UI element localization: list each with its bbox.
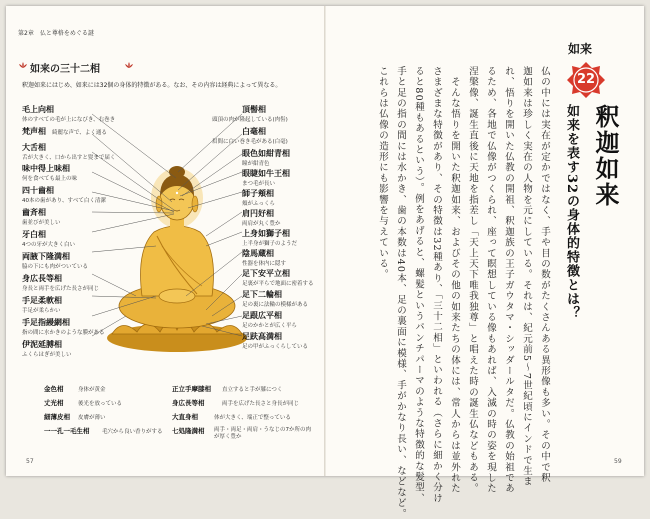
- feature-label: 足下安平立相: [242, 269, 290, 278]
- feature-desc: 身長と両手を広げた長さが同じ: [22, 286, 100, 292]
- feature-desc: 両手を広げた長さと身長が同じ: [222, 401, 300, 407]
- feature-desc: 両肩が丸く豊か: [242, 221, 281, 227]
- feature-desc: 指の間に水かきのような膜がある: [22, 330, 105, 336]
- feature-label: 足趺高満相: [242, 332, 282, 341]
- intro-text: 釈迦如来にはじめ、如来には32個の身体的特徴がある。なお、その内容は経典によって異なる。: [22, 82, 282, 89]
- feature-label: 大直身相: [172, 413, 198, 421]
- feature-label: 牙白相: [22, 230, 46, 239]
- page-number: 57: [26, 458, 34, 465]
- feature-label: 四十齒相: [22, 186, 54, 195]
- feature-label: 毛上向相: [22, 105, 54, 114]
- feature-label: 身広長等相: [22, 274, 62, 283]
- feature-label: 七処隆満相: [172, 427, 205, 435]
- feature-desc: 舌が大きく、口から出すと髪まで届く: [22, 155, 116, 161]
- feature-desc: まつ毛が長い: [242, 181, 276, 187]
- feature-label: 細薄皮相: [44, 413, 70, 421]
- feature-label: 上身如獅子相: [242, 229, 290, 238]
- page-subtitle: 如来を表す32の身体的特徴とは？: [564, 104, 579, 321]
- feature-desc: 40本の歯があり、すべて白く清潔: [22, 198, 106, 204]
- feature-desc: 瞳が紺青色: [242, 161, 270, 167]
- feature-desc: 両手・両足・両肩・うなじの7か所の肉が厚く豊か: [214, 427, 312, 440]
- feature-desc: 手足が柔らかい: [22, 308, 61, 314]
- body-column: れ、悟りを開いた仏教の開祖、釈迦族の王子ガウタマ・シッダールタだ。仏教の始祖であ: [503, 66, 514, 494]
- body-column: さまざまな特徴があり、その特徴は32種あり、「三十二相」といわれる（さらに細かく分け: [431, 66, 442, 504]
- body-column: そんな悟りを開いた釈迦如来、およびその他の如来たちの体には、常人からは並外れた: [449, 66, 460, 494]
- feature-desc: 足裏が平らで地面に密着する: [242, 281, 314, 287]
- feature-desc: 後光を放っている: [78, 401, 123, 407]
- feature-desc: 体のすべての毛が上になびき、右巻き: [22, 117, 116, 123]
- feature-desc: 皮膚が薄い: [78, 415, 106, 421]
- page-number: 59: [614, 458, 622, 465]
- feature-label: 身広長等相: [172, 399, 205, 407]
- feature-desc: 足の裏に法輪の模様がある: [242, 302, 309, 308]
- feature-label: 丈光相: [44, 399, 64, 407]
- feature-label: 頂髻相: [242, 105, 266, 114]
- feature-desc: 直立すると手が膝につく: [222, 387, 283, 393]
- feature-desc: 頭頂の肉が隆起している(肉髻): [212, 117, 288, 123]
- body-column: るため、各地で仏像がつくられ、座って瞑想している像もあれば、入滅の時の姿を現した: [485, 66, 496, 494]
- feature-label: 手足指縵網相: [22, 318, 70, 327]
- feature-desc: 毛穴から良い香りがする: [102, 429, 163, 435]
- feature-desc: 足のかかとが広く平ら: [242, 323, 298, 329]
- feature-desc: 綺麗な声で、よく通る: [52, 130, 107, 136]
- body-column: これらは仏像の造形にも影響を与えている。: [377, 66, 388, 280]
- feature-label: 齒斉相: [22, 208, 46, 217]
- feature-desc: 眉間に白い巻き毛がある(白毫): [212, 139, 288, 145]
- feature-desc: 体が大きく、端正で整っている: [214, 415, 291, 421]
- feature-desc: 脇の下にも肉がついている: [22, 264, 89, 270]
- feature-label: 師子頬相: [242, 189, 274, 198]
- feature-label: 足跟広平相: [242, 311, 282, 320]
- feature-label: 金色相: [44, 385, 64, 393]
- book-spread: [6, 6, 644, 519]
- section-title: 如来の三十二相: [30, 64, 100, 75]
- body-column: 手と足の指の間には水かき、歯の本数は40本、足の裏面に模様、手がかなり長い、などなど。: [395, 66, 406, 519]
- feature-desc: 性器を体内に隠す: [242, 261, 287, 267]
- feature-label: 眼色如紺青相: [242, 149, 290, 158]
- chapter-kicker: 如来: [568, 42, 593, 56]
- body-column: 涅槃像、誕生直後に天地を指差し「天上天下唯我独尊」と唱えた時の誕生仏などもある。: [467, 66, 478, 494]
- body-column: 仏の中には実在が定かではなく、手や目の数がたくさんある異形像も多い。その中で釈: [539, 66, 550, 484]
- feature-label: 正立手摩膝相: [172, 385, 211, 393]
- feature-desc: ふくらはぎが美しい: [22, 352, 72, 358]
- feature-desc: 歯並びが美しい: [22, 220, 61, 226]
- feature-label: 眼睫如牛王相: [242, 169, 290, 178]
- item-number: 22: [576, 72, 596, 87]
- feature-label: 手足柔軟相: [22, 296, 62, 305]
- feature-label: 伊泥延膊相: [22, 340, 62, 349]
- feature-label: 陰馬蔵相: [242, 249, 274, 258]
- feature-desc: 上半身が獅子のようだ: [242, 241, 298, 247]
- feature-label: 足下二輪相: [242, 290, 282, 299]
- feature-label: 肩円好相: [242, 209, 274, 218]
- feature-desc: 何を食べても最上の味: [22, 176, 78, 182]
- body-column: 迦如来は珍しく実在の人物を元にしている。それは、紀元前5～7世紀頃にインドで生ま: [521, 66, 532, 488]
- feature-label: 一一孔一毛生相: [44, 427, 90, 435]
- page-title: 釈迦如来: [591, 104, 620, 208]
- feature-label: 梵声相: [22, 127, 46, 136]
- feature-label: 大舌相: [22, 143, 46, 152]
- feature-desc: 4つの牙が大きく白い: [22, 242, 75, 248]
- feature-label: 白毫相: [242, 127, 266, 136]
- feature-label: 味中得上味相: [22, 164, 70, 173]
- feature-desc: 身体が黄金: [78, 387, 106, 393]
- body-column: ると80種もあるという）。例をあげると、螺髪というパンチパーマのような特徴的な髪型、: [413, 66, 424, 504]
- feature-desc: 足の甲がふっくらしている: [242, 344, 309, 350]
- chapter-header: 第2章 仏と尊格をめぐる謎: [18, 30, 94, 37]
- feature-label: 両腋下隆満相: [22, 252, 70, 261]
- feature-desc: 頬がふっくら: [242, 201, 276, 207]
